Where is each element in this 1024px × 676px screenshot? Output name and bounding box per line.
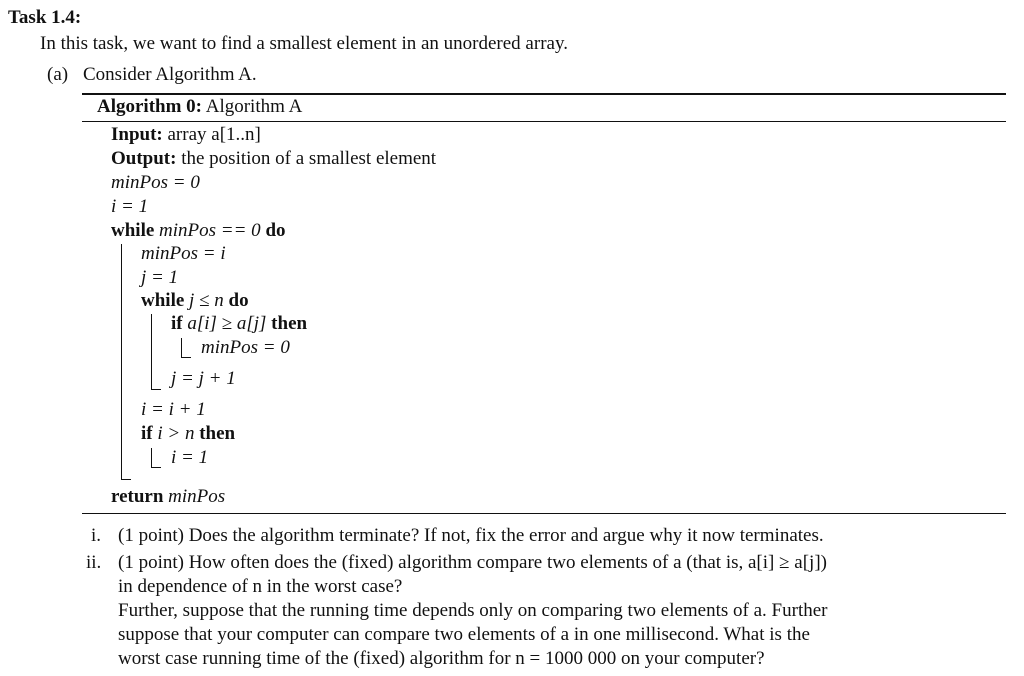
question-ii-label: ii. [86,552,102,573]
input-keyword: Input: [111,124,163,145]
line-inner-while [141,290,249,312]
if-bracket [181,338,182,358]
inner-while-condition: j ≤ n [189,290,224,311]
algorithm-caption [97,96,302,118]
output-keyword: Output: [111,148,177,169]
inner-while-keyword: while [141,290,185,311]
question-i-line: (1 point) Does the algorithm terminate? If not, fix the error and argue why it now terminates. [118,525,824,546]
algorithm-bottom-rule [82,513,1006,514]
line-outer-while [111,220,286,242]
part-label: (a) [47,64,69,85]
line-set-minpos: minPos = i [141,243,226,264]
if-bracket-foot [181,357,191,358]
if2-bracket [151,448,152,468]
if-keyword: if [171,313,183,334]
line-reset-minpos: minPos = 0 [201,337,290,358]
outer-while-condition: minPos == 0 [159,220,261,241]
return-keyword: return [111,486,164,507]
outer-while-bracket-foot [121,479,131,480]
line-if [171,313,307,335]
outer-do-keyword: do [265,220,286,241]
input-text: array a[1..n] [167,124,261,145]
if2-bracket-foot [151,467,161,468]
part-text: Consider Algorithm A. [83,64,257,85]
line-set-j: j = 1 [141,267,179,288]
algorithm-input [111,124,261,146]
algorithm-output [111,148,436,170]
inner-do-keyword: do [228,290,249,311]
question-ii-line: (1 point) How often does the (fixed) algorithm compare two elements of a (that is, a[i] ≥ a[j]) [118,552,827,573]
question-ii-line: Further, suppose that the running time depends only on comparing two elements of a. Further [118,600,828,621]
algorithm-top-rule [82,93,1006,95]
question-ii-line: suppose that your computer can compare two elements of a in one millisecond. What is the [118,624,810,645]
outer-while-keyword: while [111,220,155,241]
inner-while-bracket [151,314,152,390]
then2-keyword: then [199,423,236,444]
task-intro: In this task, we want to find a smallest element in an unordered array. [40,33,568,54]
line-init-i: i = 1 [111,196,149,217]
outer-while-bracket [121,244,122,480]
question-ii-line: in dependence of n in the worst case? [118,576,403,597]
question-ii-line: worst case running time of the (fixed) algorithm for n = 1000 000 on your computer? [118,648,765,669]
if2-condition: i > n [157,423,195,444]
output-text: the position of a smallest element [181,148,437,169]
algorithm-caption-label: Algorithm 0: [97,96,203,117]
if2-keyword: if [141,423,153,444]
line-reset-i: i = 1 [171,447,209,468]
question-i-label: i. [91,525,102,546]
line-incr-i: i = i + 1 [141,399,206,420]
line-init-minpos: minPos = 0 [111,172,200,193]
algorithm-mid-rule [82,121,1006,122]
inner-while-bracket-foot [151,389,161,390]
if-condition: a[i] ≥ a[j] [187,313,267,334]
algorithm-caption-name: Algorithm A [205,96,303,117]
line-incr-j: j = j + 1 [171,368,236,389]
line-return [111,486,225,508]
line-if2 [141,423,235,445]
task-title: Task 1.4: [8,7,82,28]
then-keyword: then [271,313,308,334]
return-value: minPos [168,486,226,507]
